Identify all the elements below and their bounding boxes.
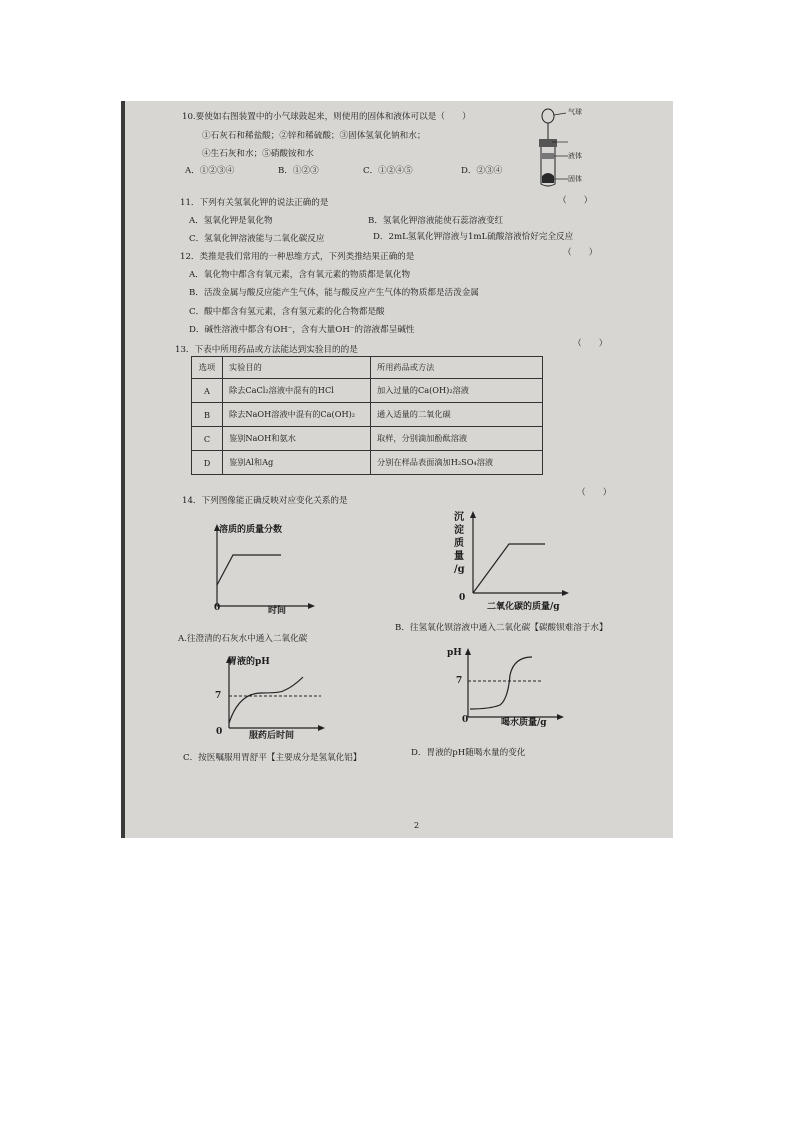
table-row	[192, 403, 543, 427]
q10-line2: ④生石灰和水；⑤硝酸铵和水	[202, 149, 314, 159]
q12-stem: 12．类推是我们常用的一种思维方式，下列类推结果正确的是	[180, 252, 415, 262]
balloon-apparatus-figure	[536, 106, 596, 192]
graph-b-caption: B．往氢氧化钡溶液中通入二氧化碳【碳酸钡难溶于水】	[395, 623, 608, 633]
graph-a-origin: 0	[214, 603, 221, 613]
q12-option-a: A．氧化物中都含有氧元素，含有氧元素的物质都是氧化物	[189, 270, 411, 280]
table-cell: 除去CaCl₂溶液中混有的HCl	[223, 379, 371, 403]
table-row	[192, 379, 543, 403]
table-header-cell: 选项	[192, 357, 223, 379]
graph-c-caption: C．按医嘱服用胃舒平【主要成分是氢氧化铝】	[183, 753, 362, 763]
q13-answer-paren: （ ）	[573, 339, 608, 349]
graph-d-ref: 7	[456, 676, 463, 686]
scanned-page	[121, 101, 673, 838]
table-cell: 加入过量的Ca(OH)₂溶液	[371, 379, 543, 403]
table-row	[192, 451, 543, 475]
graph-d	[460, 645, 572, 725]
graph-a-caption: A.往澄清的石灰水中通入二氧化碳	[178, 634, 308, 644]
graph-c-ref: 7	[215, 691, 222, 701]
q10-option-c: C．①②④⑤	[363, 166, 413, 176]
graph-d-origin: 0	[462, 715, 469, 725]
table-cell: A	[192, 379, 223, 403]
q11-answer-paren: （ ）	[558, 196, 593, 206]
q10-option-a: A．①②③④	[185, 166, 235, 176]
page-number: 2	[414, 821, 420, 830]
table-header-row	[192, 357, 543, 379]
liquid-label: 液体	[568, 152, 582, 160]
q12-answer-paren: （ ）	[563, 248, 598, 258]
q11-stem: 11．下列有关氢氧化钾的说法正确的是	[180, 198, 329, 208]
graph-b-origin: 0	[459, 593, 466, 603]
page-shadow-edge	[121, 101, 125, 838]
table-cell: 通入适量的二氧化碳	[371, 403, 543, 427]
table-cell: 鉴别Al和Ag	[223, 451, 371, 475]
q14-answer-paren: （ ）	[577, 488, 612, 498]
table-cell: 除去NaOH溶液中混有的Ca(OH)₂	[223, 403, 371, 427]
table-cell: C	[192, 427, 223, 451]
q11-option-d: D．2mL氢氧化钾溶液与1mL硫酸溶液恰好完全反应	[373, 232, 574, 242]
table-row	[192, 427, 543, 451]
q12-option-d: D．碱性溶液中都含有OH⁻，含有大量OH⁻的溶液都呈碱性	[189, 325, 415, 335]
q10-option-d: D．②③④	[461, 166, 503, 176]
q12-option-b: B．活泼金属与酸反应能产生气体，能与酸反应产生气体的物质都是活泼金属	[189, 288, 479, 298]
table-cell: 取样，分别滴加酚酞溶液	[371, 427, 543, 451]
q10-stem: 10.要使如右图装置中的小气球鼓起来，则使用的固体和液体可以是（ ）	[182, 112, 471, 122]
table-cell: B	[192, 403, 223, 427]
graph-b	[465, 509, 575, 601]
table-cell: 分别在样品表面滴加H₂SO₄溶液	[371, 451, 543, 475]
table-header-cell: 所用药品或方法	[371, 357, 543, 379]
solid-label: 固体	[568, 175, 582, 183]
q11-option-a: A．氢氧化钾是氧化物	[189, 216, 273, 226]
q14-stem: 14．下列图像能正确反映对应变化关系的是	[182, 496, 348, 506]
q11-option-b: B．氢氧化钾溶液能使石蕊溶液变红	[368, 216, 504, 226]
graph-a-xlabel: 时间	[268, 606, 287, 616]
q11-option-c: C．氢氧化钾溶液能与二氧化碳反应	[189, 234, 325, 244]
graph-d-xlabel: 喝水质量/g	[501, 718, 547, 728]
graph-b-xlabel: 二氧化碳的质量/g	[487, 602, 560, 612]
table-header-cell: 实验目的	[223, 357, 371, 379]
graph-d-ylabel: pH	[447, 648, 462, 658]
q13-stem: 13．下表中所用药品或方法能达到实验目的的是	[175, 345, 358, 355]
q10-option-b: B．①②③	[278, 166, 319, 176]
table-cell: 鉴别NaOH和氨水	[223, 427, 371, 451]
graph-c-ylabel: 胃液的pH	[228, 657, 270, 667]
graph-d-caption: D．胃液的pH随喝水量的变化	[411, 748, 526, 758]
balloon-label: 气球	[568, 108, 582, 116]
q10-line1: ①石灰石和稀盐酸；②锌和稀硫酸；③固体氢氧化钠和水；	[202, 131, 426, 141]
graph-a-ylabel: 溶质的质量分数	[219, 525, 283, 535]
graph-b-ylabel: 沉 淀 质 量 /g	[454, 512, 465, 575]
q13-table	[191, 356, 543, 475]
graph-c-origin: 0	[216, 727, 223, 737]
graph-c-xlabel: 服药后时间	[249, 731, 295, 741]
table-cell: D	[192, 451, 223, 475]
q12-option-c: C．酸中都含有氢元素，含有氢元素的化合物都是酸	[189, 307, 385, 317]
